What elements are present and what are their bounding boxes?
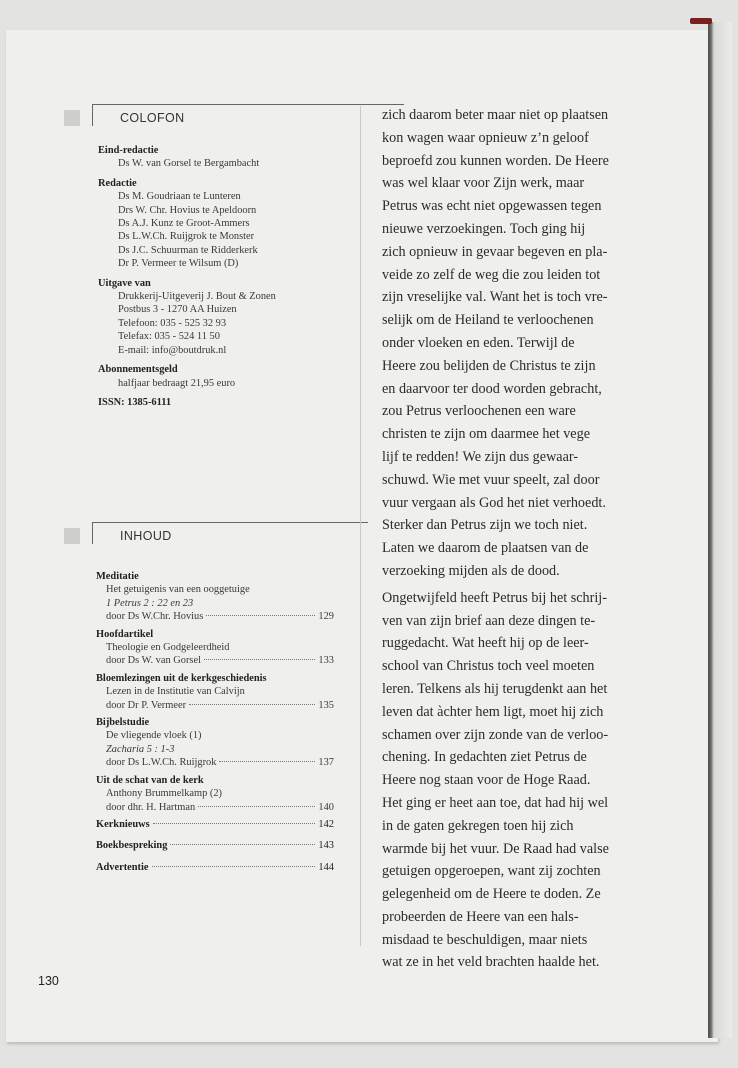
toc-entry[interactable]	[96, 756, 334, 769]
toc-article-title: Lezen in de Institutie van Calvijn	[106, 686, 245, 698]
toc-page-number: 133	[318, 655, 334, 667]
redactie-label: Redactie	[98, 177, 137, 189]
publisher-fax: Telefax: 035 - 524 11 50	[118, 331, 220, 343]
toc-entry[interactable]	[96, 801, 334, 814]
publisher-email: E-mail: info@boutdruk.nl	[118, 344, 227, 356]
toc-section-schat	[96, 774, 334, 814]
toc-page-number: 142	[318, 818, 334, 830]
toc-article-title: Het getuigenis van een ooggetuige	[106, 584, 250, 596]
uitgave-group	[98, 277, 344, 357]
text-line: zich daarom beter maar niet op plaatsen	[382, 107, 609, 123]
text-line: school van Christus toch veel moeten	[382, 658, 595, 675]
text-line: ven van zijn brief aan deze dingen te-	[382, 612, 596, 629]
toc-page-number: 144	[318, 861, 334, 873]
text-line: Het ging er heet aan toe, dat had hij wel	[382, 794, 609, 811]
toc-page-number: 137	[318, 757, 334, 769]
text-line: zijn vreselijke val. Want het is toch vre-	[382, 289, 608, 306]
abonnement-label: Abonnementsgeld	[98, 364, 178, 376]
redactie-member: Ds A.J. Kunz te Groot-Ammers	[118, 218, 250, 230]
text-line: kon wagen waar opnieuw z’n geloof	[382, 129, 589, 146]
publisher-phone: Telefoon: 035 - 525 32 93	[118, 317, 227, 329]
toc-page-number: 140	[318, 801, 334, 813]
toc-article-title: De vliegende vloek (1)	[106, 730, 202, 742]
article-body	[382, 104, 654, 978]
header-box-icon	[64, 528, 80, 544]
redactie-member: Ds M. Goudriaan te Lunteren	[118, 191, 241, 203]
eind-redactie-group	[98, 144, 344, 171]
text-line: selijk om de Heiland te verloochenen	[382, 312, 594, 329]
text-line: zou Petrus verloochenen een ware	[382, 403, 576, 420]
text-line: lijf te redden! We zijn dus gewaar-	[382, 448, 579, 465]
text-line: leven dat àchter hem ligt, moet hij zich	[382, 703, 604, 720]
text-line: en daarvoor ter dood worden gebracht,	[382, 380, 602, 397]
redactie-member: Ds J.C. Schuurman te Ridderkerk	[118, 244, 258, 256]
text-line: nieuwe verzoekingen. Toch ging hij	[382, 220, 586, 237]
eind-redactie-label: Eind-redactie	[98, 145, 159, 156]
eind-redactie-line: Ds W. van Gorsel te Bergambacht	[118, 158, 260, 170]
header-box-icon	[64, 110, 80, 126]
redactie-member: Drs W. Chr. Hovius te Apeldoorn	[118, 204, 257, 216]
bookmark-ribbon	[690, 18, 712, 24]
toc-entry-kerknieuws[interactable]	[96, 818, 334, 831]
text-line: schamen over zijn zonde van de verloo-	[382, 726, 609, 743]
redactie-member: Ds L.W.Ch. Ruijgrok te Monster	[118, 231, 255, 243]
toc-page-number: 129	[318, 611, 334, 623]
toc-page-number: 143	[318, 840, 334, 852]
publisher-name: Drukkerij-Uitgeverij J. Bout & Zonen	[118, 291, 276, 303]
text-line: ruggedacht. Wat heeft hij op de leer-	[382, 635, 589, 652]
text-line: wat ze in het veld brachten haalde het.	[382, 954, 600, 971]
text-line: Petrus was echt niet opgewassen tegen	[382, 198, 602, 215]
toc-page-number: 135	[318, 699, 334, 711]
text-line: was wel klaar voor Zijn werk, maar	[382, 175, 585, 192]
text-line: Heere nog staan voor de Hoge Raad.	[382, 772, 591, 789]
toc-section-meditatie	[96, 570, 334, 624]
toc-author: door Ds W. van Gorsel	[106, 655, 201, 667]
toc-author: door Ds L.W.Ch. Ruijgrok	[106, 757, 217, 769]
text-line: getuigen opgeroepen, want zij zochten	[382, 863, 601, 880]
text-line: gelegenheid om de Heere te doden. Ze	[382, 886, 601, 903]
text-line: verzoeking mijden als de dood.	[382, 562, 560, 579]
toc-category: Kerknieuws	[96, 818, 150, 830]
toc-category: Bijbelstudie	[96, 717, 150, 729]
text-line: veide zo zelf de weg die zou leiden tot	[382, 266, 601, 283]
toc-article-title: Anthony Brummelkamp (2)	[106, 788, 223, 800]
text-line: Heere zou belijden de Christus te zijn	[382, 357, 596, 374]
toc-scripture-ref: 1 Petrus 2 : 22 en 23	[106, 597, 194, 609]
page-number: 130	[38, 974, 59, 988]
toc-author: door Dr P. Vermeer	[106, 699, 187, 711]
toc-category: Hoofdartikel	[96, 628, 154, 640]
toc-category: Meditatie	[96, 571, 139, 582]
toc-category: Advertentie	[96, 861, 149, 873]
book-edge	[708, 22, 732, 1038]
text-line: probeerden de Heere van een hals-	[382, 908, 579, 925]
abonnement-group	[98, 363, 344, 390]
inhoud-title: INHOUD	[120, 529, 172, 543]
toc-section-bijbelstudie	[96, 716, 334, 770]
text-line: misdaad te beschuldigen, maar niets	[382, 931, 588, 948]
publisher-address: Postbus 3 - 1270 AA Huizen	[118, 304, 237, 316]
table-of-contents	[96, 570, 334, 882]
text-line: zich opnieuw in gevaar begeven en pla-	[382, 243, 608, 260]
toc-category: Boekbespreking	[96, 840, 168, 852]
text-line: warmde bij het vuur. De Raad had valse	[382, 840, 609, 857]
toc-author: door dhr. H. Hartman	[106, 801, 196, 813]
paragraph	[382, 587, 654, 975]
text-line: Laten we daarom de plaatsen van de	[382, 540, 589, 557]
toc-scripture-ref: Zacharia 5 : 1-3	[106, 743, 175, 755]
text-line: Sterker dan Petrus zijn we toch niet.	[382, 517, 588, 534]
uitgave-label: Uitgave van	[98, 277, 151, 289]
issn: ISSN: 1385-6111	[98, 396, 172, 408]
column-divider	[360, 106, 361, 946]
toc-category: Bloemlezingen uit de kerkgeschiedenis	[96, 672, 267, 684]
colofon-title: COLOFON	[120, 111, 185, 125]
toc-entry-boekbespreking[interactable]	[96, 839, 334, 852]
text-line: onder vloeken en eden. Terwijl de	[382, 334, 575, 351]
toc-author: door Ds W.Chr. Hovius	[106, 611, 204, 623]
redactie-member: Dr P. Vermeer te Wilsum (D)	[118, 258, 239, 270]
text-line: in de gaten gekregen toen hij zich	[382, 817, 574, 834]
text-line: vuur vergaan als God het niet verhoedt.	[382, 494, 606, 511]
text-line: beproefd zou kunnen worden. De Heere	[382, 152, 609, 169]
toc-section-hoofdartikel	[96, 628, 334, 668]
toc-entry[interactable]	[96, 610, 334, 623]
toc-entry[interactable]	[96, 654, 334, 667]
toc-entry[interactable]	[96, 699, 334, 712]
text-line: chening. In gedachten ziet Petrus de	[382, 749, 587, 766]
text-line: christen te zijn om daarmee het vege	[382, 426, 590, 443]
toc-entry-advertentie[interactable]	[96, 861, 334, 874]
toc-category: Uit de schat van de kerk	[96, 774, 204, 786]
paragraph	[382, 104, 654, 583]
text-line: Ongetwijfeld heeft Petrus bij het schrij-	[382, 589, 607, 606]
toc-section-bloemlezingen	[96, 672, 334, 712]
abonnement-price: halfjaar bedraagt 21,95 euro	[118, 377, 236, 389]
toc-article-title: Theologie en Godgeleerdheid	[106, 642, 230, 654]
redactie-group	[98, 177, 344, 271]
text-line: leren. Telkens als hij terugdenkt aan het	[382, 680, 608, 697]
text-line: schuwd. Wie met vuur speelt, zal door	[382, 471, 600, 488]
colofon-block	[98, 144, 344, 409]
